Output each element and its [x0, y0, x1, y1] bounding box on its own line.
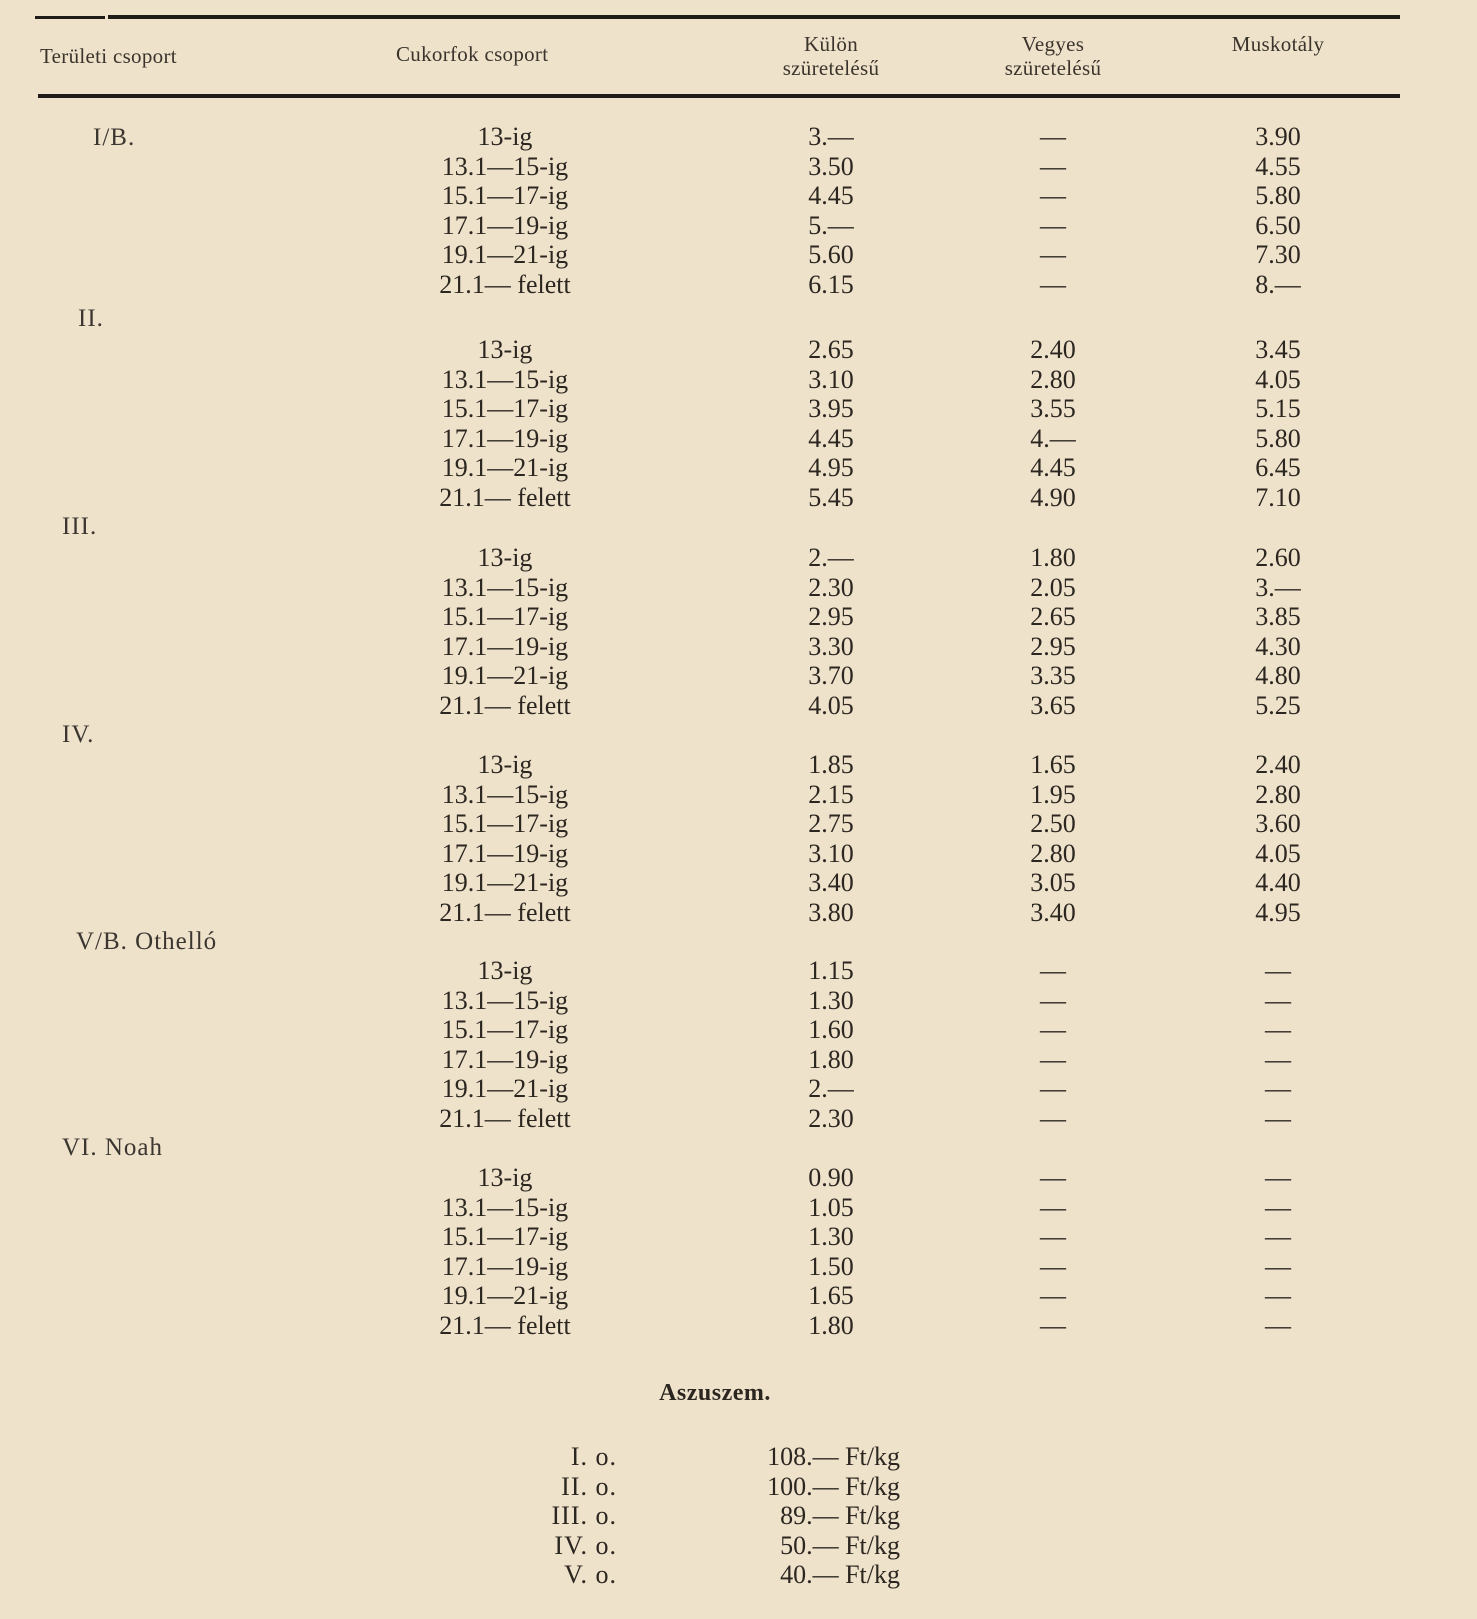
- muskotaly-price-cell: 4.95: [1255, 898, 1301, 927]
- table-row: [0, 691, 1477, 721]
- sugar-range-cell: 13.1—15-ig: [441, 780, 569, 809]
- muskotaly-price-cell: —: [1265, 1015, 1291, 1044]
- header-teruleti: Területi csoport: [40, 44, 177, 68]
- kulon-price-cell: 2.65: [808, 335, 854, 364]
- muskotaly-price-cell: 6.45: [1255, 453, 1301, 482]
- sugar-range-cell: 13.1—15-ig: [441, 986, 569, 1015]
- muskotaly-price-cell: 7.10: [1255, 483, 1301, 512]
- table-row: [0, 661, 1477, 691]
- vegyes-price-cell: 4.—: [1030, 424, 1076, 453]
- aszuszem-price: 89.— Ft/kg: [780, 1501, 900, 1530]
- kulon-price-cell: 3.95: [808, 394, 854, 423]
- vegyes-price-cell: —: [1040, 1281, 1066, 1310]
- muskotaly-price-cell: —: [1265, 1163, 1291, 1192]
- kulon-price-cell: 1.05: [808, 1193, 854, 1222]
- kulon-price-cell: 1.15: [808, 956, 854, 985]
- muskotaly-price-cell: 4.80: [1255, 661, 1301, 690]
- vegyes-price-cell: —: [1040, 1252, 1066, 1281]
- sugar-range-cell: 17.1—19-ig: [441, 632, 569, 661]
- sugar-range-cell: 13-ig: [477, 543, 533, 572]
- group-name: III.: [62, 513, 98, 540]
- sugar-range-cell: 13-ig: [477, 750, 533, 779]
- header-kulon-line2: szüretelésű: [782, 56, 880, 80]
- muskotaly-price-cell: 4.05: [1255, 839, 1301, 868]
- muskotaly-price-cell: 3.85: [1255, 602, 1301, 631]
- top-rule-left: [35, 16, 105, 19]
- vegyes-price-cell: 2.65: [1030, 602, 1076, 631]
- kulon-price-cell: 2.95: [808, 602, 854, 631]
- muskotaly-price-cell: 5.80: [1255, 181, 1301, 210]
- muskotaly-price-cell: 4.30: [1255, 632, 1301, 661]
- header-muskotaly: Muskotály: [1231, 32, 1325, 56]
- group-name: I/B.: [93, 124, 136, 151]
- sugar-range-cell: 21.1— felett: [439, 898, 571, 927]
- kulon-price-cell: 1.85: [808, 750, 854, 779]
- table-row: [0, 1222, 1477, 1252]
- aszuszem-row: [0, 1560, 1477, 1590]
- sugar-range-cell: 21.1— felett: [439, 1104, 571, 1133]
- table-row: [0, 1193, 1477, 1223]
- table-row: [0, 1104, 1477, 1134]
- table-row: [0, 122, 1477, 152]
- kulon-price-cell: 2.75: [808, 809, 854, 838]
- aszuszem-grade: II. o.: [561, 1472, 617, 1501]
- sugar-range-cell: 19.1—21-ig: [441, 868, 569, 897]
- vegyes-price-cell: —: [1040, 1015, 1066, 1044]
- muskotaly-price-cell: 6.50: [1255, 211, 1301, 240]
- header-kulon: [731, 32, 931, 80]
- aszuszem-row: [0, 1442, 1477, 1472]
- kulon-price-cell: 0.90: [808, 1163, 854, 1192]
- muskotaly-price-cell: 5.25: [1255, 691, 1301, 720]
- vegyes-price-cell: 4.45: [1030, 453, 1076, 482]
- vegyes-price-cell: —: [1040, 1074, 1066, 1103]
- kulon-price-cell: 1.30: [808, 986, 854, 1015]
- muskotaly-price-cell: —: [1265, 1045, 1291, 1074]
- kulon-price-cell: 1.80: [808, 1045, 854, 1074]
- kulon-price-cell: 5.—: [808, 211, 854, 240]
- vegyes-price-cell: —: [1040, 1193, 1066, 1222]
- vegyes-price-cell: 2.80: [1030, 365, 1076, 394]
- sugar-range-cell: 19.1—21-ig: [441, 1281, 569, 1310]
- table-row: [0, 365, 1477, 395]
- kulon-price-cell: 4.05: [808, 691, 854, 720]
- muskotaly-price-cell: 4.40: [1255, 868, 1301, 897]
- muskotaly-price-cell: 4.55: [1255, 152, 1301, 181]
- kulon-price-cell: 3.10: [808, 839, 854, 868]
- group-name: V/B. Othelló: [76, 928, 218, 955]
- kulon-price-cell: 1.60: [808, 1015, 854, 1044]
- vegyes-price-cell: 1.80: [1030, 543, 1076, 572]
- kulon-price-cell: 1.30: [808, 1222, 854, 1251]
- muskotaly-price-cell: 2.80: [1255, 780, 1301, 809]
- sugar-range-cell: 21.1— felett: [439, 691, 571, 720]
- sugar-range-cell: 21.1— felett: [439, 483, 571, 512]
- aszuszem-price: 50.— Ft/kg: [780, 1531, 900, 1560]
- sugar-range-cell: 21.1— felett: [439, 270, 571, 299]
- table-row: [0, 602, 1477, 632]
- aszuszem-grade: V. o.: [564, 1560, 617, 1589]
- table-row: [0, 809, 1477, 839]
- table-row: [0, 986, 1477, 1016]
- vegyes-price-cell: 2.05: [1030, 573, 1076, 602]
- kulon-price-cell: 3.10: [808, 365, 854, 394]
- table-row: [0, 483, 1477, 513]
- vegyes-price-cell: 3.05: [1030, 868, 1076, 897]
- muskotaly-price-cell: —: [1265, 1222, 1291, 1251]
- sugar-range-cell: 19.1—21-ig: [441, 661, 569, 690]
- table-row: [0, 543, 1477, 573]
- table-row: [0, 1311, 1477, 1341]
- sugar-range-cell: 19.1—21-ig: [441, 453, 569, 482]
- table-row: [0, 152, 1477, 182]
- table-row: [0, 1074, 1477, 1104]
- sugar-range-cell: 15.1—17-ig: [441, 1015, 569, 1044]
- vegyes-price-cell: —: [1040, 270, 1066, 299]
- kulon-price-cell: 4.45: [808, 424, 854, 453]
- sugar-range-cell: 15.1—17-ig: [441, 181, 569, 210]
- group-name: IV.: [62, 721, 95, 748]
- kulon-price-cell: 5.60: [808, 240, 854, 269]
- vegyes-price-cell: —: [1040, 1311, 1066, 1340]
- muskotaly-price-cell: 7.30: [1255, 240, 1301, 269]
- sugar-range-cell: 13-ig: [477, 1163, 533, 1192]
- muskotaly-price-cell: —: [1265, 1252, 1291, 1281]
- header-cukorfok: Cukorfok csoport: [396, 42, 549, 66]
- kulon-price-cell: 3.80: [808, 898, 854, 927]
- muskotaly-price-cell: 2.40: [1255, 750, 1301, 779]
- aszuszem-price: 108.— Ft/kg: [767, 1442, 900, 1471]
- vegyes-price-cell: —: [1040, 1222, 1066, 1251]
- vegyes-price-cell: —: [1040, 240, 1066, 269]
- kulon-price-cell: 4.45: [808, 181, 854, 210]
- sugar-range-cell: 13.1—15-ig: [441, 573, 569, 602]
- header-vegyes-line1: Vegyes: [1021, 32, 1085, 56]
- aszuszem-grade: I. o.: [570, 1442, 617, 1471]
- kulon-price-cell: 2.—: [808, 543, 854, 572]
- table-row: [0, 956, 1477, 986]
- vegyes-price-cell: —: [1040, 986, 1066, 1015]
- sugar-range-cell: 15.1—17-ig: [441, 394, 569, 423]
- table-row: [0, 424, 1477, 454]
- sugar-range-cell: 13.1—15-ig: [441, 152, 569, 181]
- aszuszem-price: 40.— Ft/kg: [780, 1560, 900, 1589]
- vegyes-price-cell: —: [1040, 956, 1066, 985]
- aszuszem-row: [0, 1531, 1477, 1561]
- sugar-range-cell: 13.1—15-ig: [441, 1193, 569, 1222]
- muskotaly-price-cell: —: [1265, 1311, 1291, 1340]
- sugar-range-cell: 13-ig: [477, 335, 533, 364]
- table-row: [0, 1281, 1477, 1311]
- muskotaly-price-cell: —: [1265, 986, 1291, 1015]
- muskotaly-price-cell: 3.60: [1255, 809, 1301, 838]
- kulon-price-cell: 1.50: [808, 1252, 854, 1281]
- muskotaly-price-cell: 4.05: [1255, 365, 1301, 394]
- kulon-price-cell: 3.70: [808, 661, 854, 690]
- vegyes-price-cell: —: [1040, 122, 1066, 151]
- vegyes-price-cell: 2.50: [1030, 809, 1076, 838]
- sugar-range-cell: 19.1—21-ig: [441, 1074, 569, 1103]
- table-row: [0, 1045, 1477, 1075]
- muskotaly-price-cell: —: [1265, 1074, 1291, 1103]
- kulon-price-cell: 2.30: [808, 1104, 854, 1133]
- muskotaly-price-cell: 3.90: [1255, 122, 1301, 151]
- group-name: VI. Noah: [62, 1134, 164, 1161]
- table-row: [0, 750, 1477, 780]
- table-row: [0, 211, 1477, 241]
- muskotaly-price-cell: —: [1265, 956, 1291, 985]
- vegyes-price-cell: 3.65: [1030, 691, 1076, 720]
- muskotaly-price-cell: —: [1265, 1104, 1291, 1133]
- header-vegyes: [953, 32, 1153, 80]
- table-row: [0, 394, 1477, 424]
- vegyes-price-cell: —: [1040, 211, 1066, 240]
- vegyes-price-cell: —: [1040, 181, 1066, 210]
- vegyes-price-cell: —: [1040, 1045, 1066, 1074]
- aszuszem-row: [0, 1501, 1477, 1531]
- sugar-range-cell: 17.1—19-ig: [441, 1045, 569, 1074]
- table-row: [0, 335, 1477, 365]
- kulon-price-cell: 3.—: [808, 122, 854, 151]
- sugar-range-cell: 15.1—17-ig: [441, 1222, 569, 1251]
- table-row: [0, 1252, 1477, 1282]
- muskotaly-price-cell: 2.60: [1255, 543, 1301, 572]
- vegyes-price-cell: 2.95: [1030, 632, 1076, 661]
- group-name: II.: [78, 305, 104, 332]
- muskotaly-price-cell: —: [1265, 1281, 1291, 1310]
- table-row: [0, 898, 1477, 928]
- vegyes-price-cell: 3.40: [1030, 898, 1076, 927]
- top-rule: [108, 15, 1400, 19]
- sugar-range-cell: 13-ig: [477, 122, 533, 151]
- kulon-price-cell: 5.45: [808, 483, 854, 512]
- sugar-range-cell: 21.1— felett: [439, 1311, 571, 1340]
- sugar-range-cell: 13.1—15-ig: [441, 365, 569, 394]
- aszuszem-grade: IV. o.: [554, 1531, 617, 1560]
- kulon-price-cell: 2.30: [808, 573, 854, 602]
- table-row: [0, 868, 1477, 898]
- vegyes-price-cell: —: [1040, 1163, 1066, 1192]
- muskotaly-price-cell: 3.—: [1255, 573, 1301, 602]
- header-kulon-line1: Külön: [804, 32, 858, 56]
- muskotaly-price-cell: 3.45: [1255, 335, 1301, 364]
- kulon-price-cell: 4.95: [808, 453, 854, 482]
- sugar-range-cell: 13-ig: [477, 956, 533, 985]
- sugar-range-cell: 15.1—17-ig: [441, 602, 569, 631]
- kulon-price-cell: 2.—: [808, 1074, 854, 1103]
- vegyes-price-cell: 3.35: [1030, 661, 1076, 690]
- vegyes-price-cell: —: [1040, 152, 1066, 181]
- muskotaly-price-cell: 5.15: [1255, 394, 1301, 423]
- kulon-price-cell: 3.50: [808, 152, 854, 181]
- vegyes-price-cell: 2.80: [1030, 839, 1076, 868]
- vegyes-price-cell: 1.95: [1030, 780, 1076, 809]
- vegyes-price-cell: 3.55: [1030, 394, 1076, 423]
- muskotaly-price-cell: 8.—: [1255, 270, 1301, 299]
- kulon-price-cell: 1.80: [808, 1311, 854, 1340]
- aszuszem-price: 100.— Ft/kg: [767, 1472, 900, 1501]
- sugar-range-cell: 19.1—21-ig: [441, 240, 569, 269]
- table-row: [0, 240, 1477, 270]
- table-row: [0, 780, 1477, 810]
- aszuszem-title: Aszuszem.: [659, 1380, 771, 1406]
- kulon-price-cell: 6.15: [808, 270, 854, 299]
- vegyes-price-cell: 4.90: [1030, 483, 1076, 512]
- table-row: [0, 181, 1477, 211]
- vegyes-price-cell: 2.40: [1030, 335, 1076, 364]
- table-row: [0, 453, 1477, 483]
- muskotaly-price-cell: 5.80: [1255, 424, 1301, 453]
- sugar-range-cell: 15.1—17-ig: [441, 809, 569, 838]
- table-row: [0, 573, 1477, 603]
- table-row: [0, 270, 1477, 300]
- table-row: [0, 839, 1477, 869]
- vegyes-price-cell: 1.65: [1030, 750, 1076, 779]
- kulon-price-cell: 1.65: [808, 1281, 854, 1310]
- aszuszem-grade: III. o.: [551, 1501, 617, 1530]
- sugar-range-cell: 17.1—19-ig: [441, 424, 569, 453]
- table-row: [0, 1015, 1477, 1045]
- aszuszem-row: [0, 1472, 1477, 1502]
- header-rule: [38, 94, 1400, 98]
- sugar-range-cell: 17.1—19-ig: [441, 839, 569, 868]
- kulon-price-cell: 2.15: [808, 780, 854, 809]
- sugar-range-cell: 17.1—19-ig: [441, 211, 569, 240]
- kulon-price-cell: 3.40: [808, 868, 854, 897]
- muskotaly-price-cell: —: [1265, 1193, 1291, 1222]
- table-row: [0, 1163, 1477, 1193]
- table-row: [0, 632, 1477, 662]
- kulon-price-cell: 3.30: [808, 632, 854, 661]
- vegyes-price-cell: —: [1040, 1104, 1066, 1133]
- sugar-range-cell: 17.1—19-ig: [441, 1252, 569, 1281]
- header-vegyes-line2: szüretelésű: [1004, 56, 1102, 80]
